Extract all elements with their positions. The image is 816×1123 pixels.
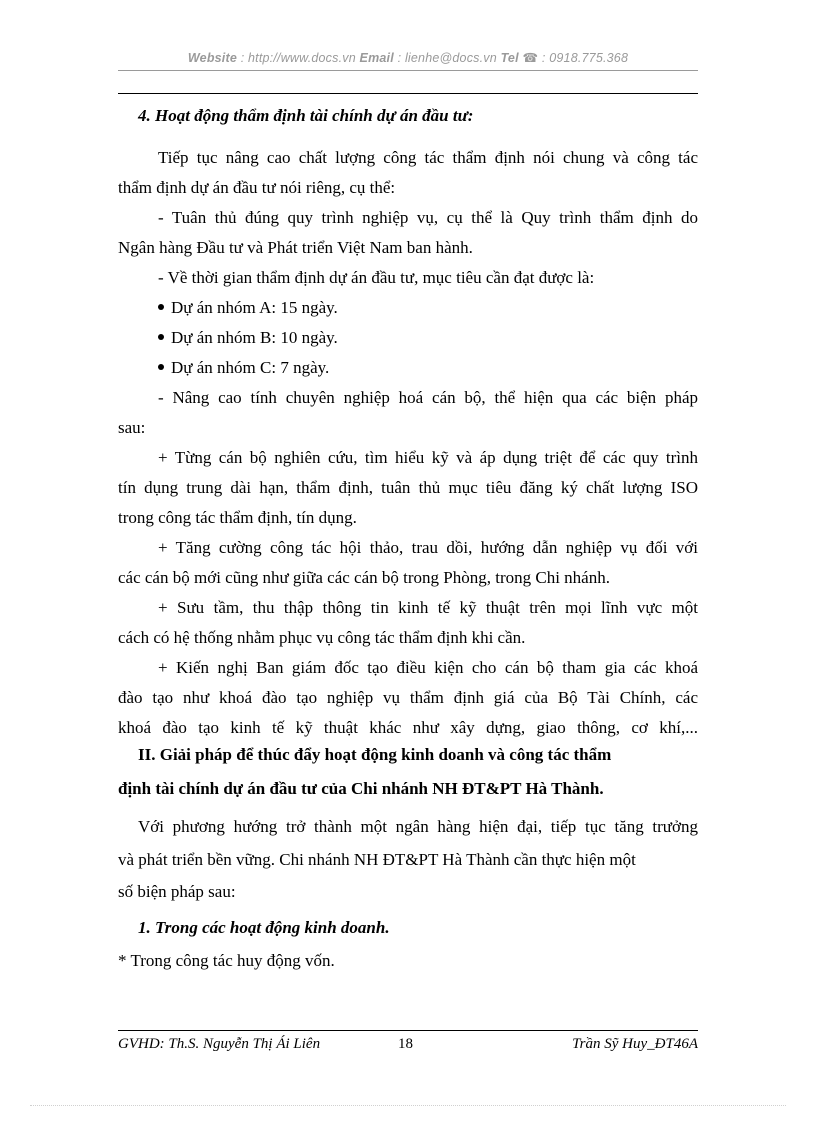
paragraph-line: * Trong công tác huy động vốn. bbox=[118, 951, 335, 970]
header-rule-top bbox=[118, 70, 698, 71]
paragraph-line: và phát triển bền vững. Chi nhánh NH ĐT&PT Hà Thành cần thực hiện một bbox=[118, 850, 636, 869]
footer-author: Trần Sỹ Huy_ĐT46A bbox=[572, 1036, 698, 1052]
bullet-icon bbox=[158, 364, 164, 370]
email-label: Email bbox=[359, 51, 394, 65]
section2-title-line1: II. Giải pháp để thúc đẩy hoạt động kinh doanh và công tác thẩm bbox=[138, 745, 612, 764]
paragraph-line: đào tạo như khoá đào tạo nghiệp vụ thẩm định giá của Bộ Tài Chính, các bbox=[118, 688, 698, 707]
section2-title-line2: định tài chính dự án đầu tư của Chi nhánh NH ĐT&PT Hà Thành. bbox=[118, 779, 604, 798]
section4-title: 4. Hoạt động thẩm định tài chính dự án đầu tư: bbox=[138, 106, 474, 125]
paragraph-line: tín dụng trung dài hạn, thẩm định, tuân thủ mục tiêu đăng ký chất lượng ISO bbox=[118, 478, 698, 497]
tel-label: Tel bbox=[500, 51, 519, 65]
website-value[interactable]: : http://www.docs.vn bbox=[240, 51, 356, 65]
paragraph-line: Với phương hướng trở thành một ngân hàng hiện đại, tiếp tục tăng trưởng bbox=[138, 817, 698, 836]
paragraph-line: - Tuân thủ đúng quy trình nghiệp vụ, cụ thể là Quy trình thẩm định do bbox=[158, 208, 698, 227]
paragraph-line: sau: bbox=[118, 418, 146, 437]
website-label: Website bbox=[187, 51, 237, 65]
email-value[interactable]: : lienhe@docs.vn bbox=[397, 51, 497, 65]
paragraph-line: + Tăng cường công tác hội thảo, trau dồi, hướng dẫn nghiệp vụ đối với bbox=[158, 538, 698, 557]
list-item bbox=[158, 328, 698, 348]
list-item-text: Dự án nhóm C: 7 ngày. bbox=[171, 358, 330, 377]
paragraph-line: + Kiến nghị Ban giám đốc tạo điều kiện cho cán bộ tham gia các khoá bbox=[158, 658, 698, 677]
paragraph-line: số biện pháp sau: bbox=[118, 882, 236, 901]
paragraph-line: Tiếp tục nâng cao chất lượng công tác thẩm định nói chung và công tác bbox=[158, 148, 698, 167]
tel-value: ☎ : 0918.775.368 bbox=[522, 51, 629, 65]
paragraph-line: các cán bộ mới cũng như giữa các cán bộ trong Phòng, trong Chi nhánh. bbox=[118, 568, 610, 587]
list-item-text: Dự án nhóm B: 10 ngày. bbox=[171, 328, 338, 347]
subsection-title: 1. Trong các hoạt động kinh doanh. bbox=[138, 918, 390, 937]
paragraph-line: + Sưu tầm, thu thập thông tin kinh tế kỹ thuật trên mọi lĩnh vực một bbox=[158, 598, 698, 617]
paragraph-line: Ngân hàng Đầu tư và Phát triển Việt Nam ban hành. bbox=[118, 238, 473, 257]
bullet-icon bbox=[158, 304, 164, 310]
paragraph-line: khoá đào tạo kinh tế kỹ thuật khác như xây dựng, giao thông, cơ khí,... bbox=[118, 718, 698, 737]
list-item bbox=[158, 358, 698, 378]
footer-advisor: GVHD: Th.S. Nguyễn Thị Ái Liên bbox=[118, 1036, 321, 1052]
header-rule-bottom bbox=[118, 93, 698, 94]
paragraph-line: cách có hệ thống nhằm phục vụ công tác thẩm định khi cần. bbox=[118, 628, 526, 647]
list-item-text: Dự án nhóm A: 15 ngày. bbox=[171, 298, 338, 317]
paragraph-line: - Nâng cao tính chuyên nghiệp hoá cán bộ, thể hiện qua các biện pháp bbox=[158, 388, 698, 407]
paragraph-line: thẩm định dự án đầu tư nói riêng, cụ thể: bbox=[118, 178, 396, 197]
paragraph-line: trong công tác thẩm định, tín dụng. bbox=[118, 508, 357, 527]
paragraph-line: - Về thời gian thẩm định dự án đầu tư, mục tiêu cần đạt được là: bbox=[158, 268, 595, 287]
page-number: 18 bbox=[398, 1036, 413, 1052]
page-bottom-divider bbox=[30, 1105, 786, 1106]
list-item bbox=[158, 298, 698, 318]
footer-rule bbox=[118, 1030, 698, 1031]
page-header bbox=[118, 50, 698, 65]
paragraph-line: + Từng cán bộ nghiên cứu, tìm hiểu kỹ và áp dụng triệt để các quy trình bbox=[158, 448, 698, 467]
bullet-icon bbox=[158, 334, 164, 340]
